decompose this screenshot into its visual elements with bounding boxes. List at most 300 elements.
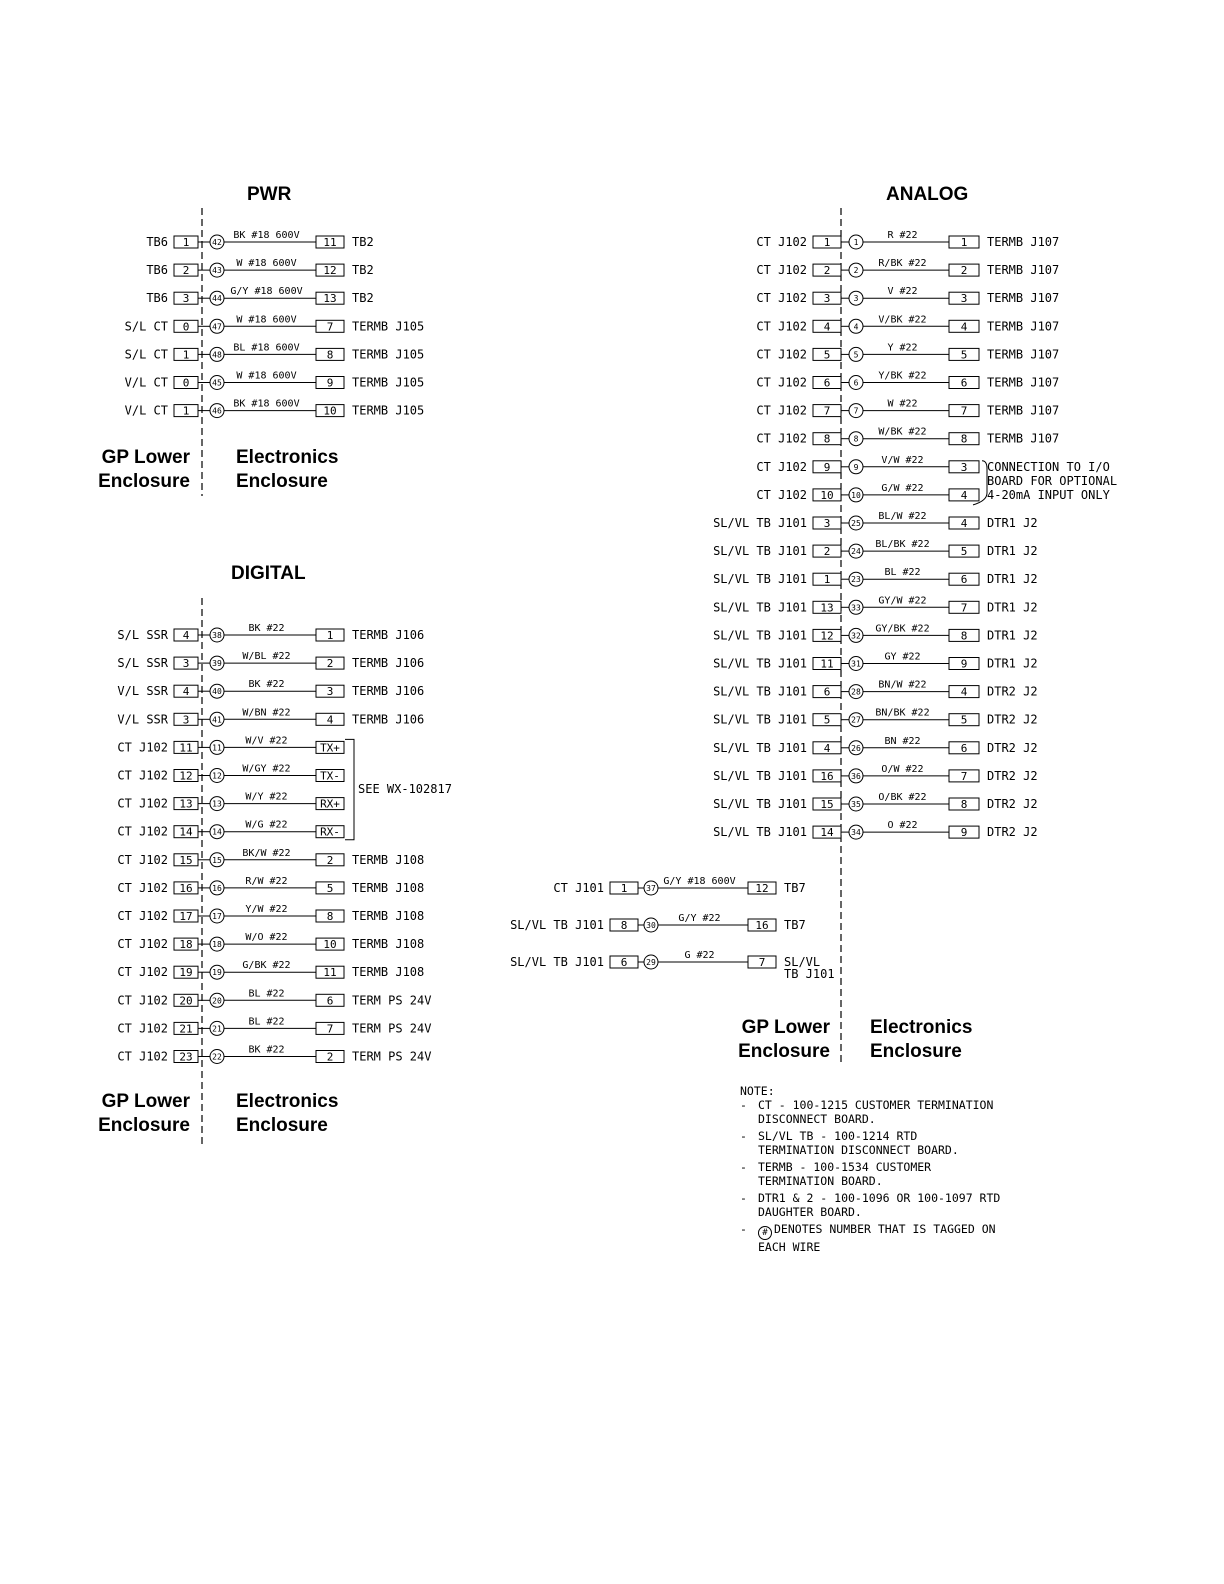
pwr-row-3-source-pin-number: 3 [182,292,190,306]
lower-row-1-source-pin-number: 1 [620,882,628,895]
digital-row-8-source-pin-number: 14 [179,825,193,839]
analog-row-16-wire-tag-number: 31 [851,659,861,669]
analog-row-12-dest-pin-number: 5 [960,545,968,559]
pwr-row-3-dest-label: TB2 [352,291,374,306]
pwr-row-5-wire-gauge-label: BL #18 600V [233,342,300,354]
electronics-line2: Enclosure [236,1115,328,1136]
analog-row-13-source-label: SL/VL TB J101 [713,572,807,587]
digital-row-3-dest-label: TERMB J106 [352,684,425,699]
digital-row-13-dest-pin-number: 11 [323,966,337,980]
note-line: TERMINATION BOARD. [758,1174,883,1188]
analog-row-1-source-label: CT J102 [756,235,807,249]
analog-row-10-source-label: CT J102 [756,487,807,502]
pwr-row-5-dest-pin-number: 8 [326,348,334,362]
analog-row-9-wire-tag-number: 9 [853,462,859,472]
digital-row-10-wire-tag-number: 16 [212,883,222,893]
note-line: DAUGHTER BOARD. [758,1205,862,1219]
lower-row-3-dest-pin-number: 7 [758,956,766,969]
analog-row-16-dest-pin-number: 9 [960,657,968,671]
analog-row-20-dest-label: DTR2 J2 [987,768,1038,783]
digital-row-9-source-label: CT J102 [117,852,168,867]
lower-row-1-source-label: CT J101 [553,881,604,895]
digital-row-8-wire-gauge-label: W/G #22 [245,819,288,831]
digital-row-16-source-pin-number: 23 [179,1050,193,1064]
analog-row-16-source-label: SL/VL TB J101 [713,656,807,671]
analog-row-5-wire-gauge-label: Y #22 [887,342,918,354]
digital-row-7-wire-tag-number: 13 [212,799,222,809]
digital-row-2-dest-label: TERMB J106 [352,656,425,671]
digital-row-1-source-pin-number: 4 [182,629,190,642]
analog-row-8-dest-label: TERMB J107 [987,431,1060,446]
analog-row-8-source-label: CT J102 [756,431,807,446]
analog-row-6-wire-tag-number: 6 [853,378,859,388]
analog-row-7-wire-gauge-label: W #22 [887,398,918,410]
analog-row-11-wire-gauge-label: BL/W #22 [878,511,927,522]
digital-gp-lower-enclosure-label [90,1090,190,1138]
analog-row-19-dest-pin-number: 6 [960,741,968,755]
electronics-line1: Electronics [870,1017,973,1038]
analog-row-9-source-pin-number: 9 [823,460,831,474]
analog-row-13-wire-gauge-label: BL #22 [884,567,921,579]
digital-row-15-source-pin-number: 21 [179,1022,193,1036]
gp-lower-line2: Enclosure [738,1041,830,1062]
analog-row-5-dest-label: TERMB J107 [987,347,1060,362]
digital-row-14-source-pin-number: 20 [179,994,193,1008]
digital-row-4-wire-tag-number: 41 [212,715,222,725]
analog-row-20-wire-gauge-label: O/W #22 [881,763,924,775]
pwr-row-6-wire-gauge-label: W #18 600V [236,370,297,382]
analog-optional-input-note-line: BOARD FOR OPTIONAL [987,474,1118,488]
digital-row-9-source-pin-number: 15 [179,853,193,867]
pwr-row-1-dest-label: TB2 [352,235,374,249]
electronics-line1: Electronics [236,447,339,468]
digital-row-16-wire-tag-number: 22 [212,1052,222,1062]
lower-row-3-dest-label: SL/VL [784,955,821,969]
digital-row-1-wire-tag-number: 38 [212,631,222,640]
digital-row-3-wire-tag-number: 40 [212,687,222,697]
gp-lower-line1: GP Lower [101,1091,190,1112]
digital-row-13-source-pin-number: 19 [179,966,193,980]
analog-row-3-dest-label: TERMB J107 [987,291,1060,306]
analog-row-18-wire-gauge-label: BN/BK #22 [875,707,930,719]
pwr-row-2-wire-tag-number: 43 [212,266,222,276]
digital-row-15-dest-pin-number: 7 [326,1022,334,1036]
pwr-row-6-wire-tag-number: 45 [212,378,222,388]
lower-row-2-wire-gauge-label: G/Y #22 [678,913,721,924]
analog-row-16-wire-gauge-label: GY #22 [884,651,921,663]
digital-row-1-source-label: S/L SSR [117,628,168,642]
pwr-row-2-source-pin-number: 2 [182,264,190,278]
analog-row-4-source-label: CT J102 [756,319,807,334]
digital-row-13-wire-gauge-label: G/BK #22 [242,960,291,972]
digital-row-5-wire-gauge-label: W/V #22 [245,735,288,747]
digital-row-6-source-pin-number: 12 [179,769,193,783]
analog-row-16-source-pin-number: 11 [820,657,834,671]
analog-row-10-wire-tag-number: 10 [851,490,861,500]
analog-gp-lower-enclosure-label [720,1016,830,1064]
analog-row-2-wire-tag-number: 2 [853,266,859,276]
analog-row-19-dest-label: DTR2 J2 [987,740,1038,755]
analog-row-8-source-pin-number: 8 [823,432,831,446]
digital-row-7-wire-gauge-label: W/Y #22 [245,791,288,803]
pwr-electronics-enclosure-label [236,446,338,494]
analog-row-4-wire-gauge-label: V/BK #22 [878,314,927,326]
digital-row-7-source-label: CT J102 [117,796,168,811]
note-dash: - [740,1160,747,1174]
lower-row-3-wire-tag-number: 29 [646,958,656,967]
analog-row-18-dest-pin-number: 5 [960,713,968,727]
analog-row-11-dest-pin-number: 4 [960,517,968,530]
digital-row-2-wire-gauge-label: W/BL #22 [242,651,291,663]
analog-row-10-dest-pin-number: 4 [960,488,968,502]
note-dash: - [740,1191,747,1205]
analog-row-3-wire-tag-number: 3 [853,294,859,304]
pwr-row-3-source-label: TB6 [146,291,168,306]
pwr-row-4-source-label: S/L CT [124,319,168,334]
gp-lower-line1: GP Lower [101,447,190,468]
analog-row-7-source-pin-number: 7 [823,404,831,418]
pwr-row-5-wire-tag-number: 48 [212,350,222,360]
analog-row-17-dest-label: DTR2 J2 [987,684,1038,699]
lower-row-2-dest-label: TB7 [784,918,806,932]
digital-row-8-wire-tag-number: 14 [212,827,222,837]
analog-row-7-wire-tag-number: 7 [853,406,859,416]
digital-row-6-wire-tag-number: 12 [212,771,222,781]
analog-row-2-dest-label: TERMB J107 [987,263,1060,278]
digital-row-13-wire-tag-number: 19 [212,968,222,978]
lower-row-3-source-label: SL/VL TB J101 [510,955,604,969]
pwr-row-4-dest-pin-number: 7 [326,320,334,334]
analog-electronics-enclosure-label [870,1016,972,1064]
note-dash: - [740,1129,747,1143]
analog-row-17-dest-pin-number: 4 [960,685,968,699]
analog-row-1-wire-tag-number: 1 [853,238,859,247]
pwr-row-2-dest-pin-number: 12 [323,264,337,278]
analog-row-14-dest-label: DTR1 J2 [987,600,1038,615]
analog-row-14-source-label: SL/VL TB J101 [713,600,807,615]
digital-row-9-dest-label: TERMB J108 [352,852,425,867]
digital-row-2-source-label: S/L SSR [117,656,168,671]
digital-row-11-dest-pin-number: 8 [326,910,334,923]
lower-row-2-dest-pin-number: 16 [755,919,769,932]
digital-row-1-wire-gauge-label: BK #22 [248,623,285,634]
electronics-line2: Enclosure [870,1041,962,1062]
analog-row-21-dest-label: DTR2 J2 [987,797,1038,811]
pwr-row-6-source-pin-number: 0 [182,376,190,390]
pwr-row-7-wire-tag-number: 46 [212,406,222,416]
pwr-row-2-wire-gauge-label: W #18 600V [236,258,297,270]
note-line: TERMINATION DISCONNECT BOARD. [758,1143,959,1157]
analog-row-14-dest-pin-number: 7 [960,601,968,615]
gp-lower-line2: Enclosure [98,471,190,492]
digital-row-13-source-label: CT J102 [117,965,168,980]
digital-row-14-dest-label: TERM PS 24V [352,993,432,1008]
analog-optional-input-note-line: CONNECTION TO I/O [987,460,1110,474]
lower-row-2-source-pin-number: 8 [620,919,628,932]
analog-row-8-wire-gauge-label: W/BK #22 [878,426,927,438]
digital-row-5-wire-tag-number: 11 [212,743,222,753]
analog-row-15-source-pin-number: 12 [820,629,834,643]
digital-row-12-dest-label: TERMB J108 [352,937,425,952]
digital-row-10-source-label: CT J102 [117,880,168,895]
analog-row-15-source-label: SL/VL TB J101 [713,628,807,643]
digital-section-title: DIGITAL [231,563,306,584]
digital-row-10-dest-pin-number: 5 [326,881,334,895]
analog-row-7-source-label: CT J102 [756,403,807,418]
digital-row-14-wire-tag-number: 20 [212,996,222,1006]
lower-row-3-dest-label-2: TB J101 [784,967,835,981]
digital-row-14-dest-pin-number: 6 [326,994,334,1008]
digital-row-15-source-label: CT J102 [117,1021,168,1036]
analog-row-1-wire-gauge-label: R #22 [887,230,918,241]
pwr-row-3-wire-gauge-label: G/Y #18 600V [230,286,303,298]
analog-row-6-source-label: CT J102 [756,375,807,390]
analog-row-6-dest-pin-number: 6 [960,376,968,390]
pwr-row-1-source-pin-number: 1 [182,236,190,249]
digital-row-8-source-label: CT J102 [117,824,168,839]
analog-row-8-wire-tag-number: 8 [853,434,859,444]
analog-row-1-dest-pin-number: 1 [960,236,968,249]
note-item-ct [740,1098,1070,1126]
analog-row-22-wire-tag-number: 34 [851,828,861,838]
digital-row-11-wire-gauge-label: Y/W #22 [245,904,288,915]
analog-row-21-wire-tag-number: 35 [851,800,861,809]
note-line: DISCONNECT BOARD. [758,1112,876,1126]
analog-row-1-dest-label: TERMB J107 [987,235,1060,249]
note-item-tag-symbol [740,1222,1070,1254]
digital-row-3-source-pin-number: 4 [182,685,190,699]
digital-row-13-dest-label: TERMB J108 [352,965,425,980]
digital-row-16-wire-gauge-label: BK #22 [248,1044,285,1056]
pwr-row-7-source-pin-number: 1 [182,404,190,418]
analog-row-11-source-pin-number: 3 [823,517,831,530]
lower-row-1-dest-pin-number: 12 [755,882,769,895]
analog-row-5-dest-pin-number: 5 [960,348,968,362]
lower-row-1-wire-tag-number: 37 [646,884,656,893]
electronics-line2: Enclosure [236,471,328,492]
analog-row-10-wire-gauge-label: G/W #22 [881,482,924,494]
digital-row-7-dest-pin-number: RX+ [320,797,340,811]
analog-row-3-source-pin-number: 3 [823,292,831,306]
digital-row-15-dest-label: TERM PS 24V [352,1021,432,1036]
digital-electronics-enclosure-label [236,1090,338,1138]
analog-row-22-dest-pin-number: 9 [960,826,968,840]
analog-row-2-dest-pin-number: 2 [960,264,968,278]
digital-row-11-source-label: CT J102 [117,909,168,923]
analog-row-10-source-pin-number: 10 [820,488,834,502]
digital-see-reference-note: SEE WX-102817 [358,782,452,796]
digital-row-11-source-pin-number: 17 [179,910,193,923]
analog-optional-input-note-line: 4-20mA INPUT ONLY [987,488,1110,502]
analog-row-11-dest-label: DTR1 J2 [987,516,1038,530]
digital-row-6-source-label: CT J102 [117,768,168,783]
digital-row-11-dest-label: TERMB J108 [352,909,425,923]
analog-row-17-source-label: SL/VL TB J101 [713,684,807,699]
analog-row-5-wire-tag-number: 5 [853,350,859,360]
note-item-termb [740,1160,1070,1188]
pwr-row-7-source-label: V/L CT [124,403,168,418]
pwr-row-7-dest-pin-number: 10 [323,404,337,418]
analog-section-title: ANALOG [886,184,969,205]
pwr-row-5-dest-label: TERMB J105 [352,347,425,362]
analog-row-19-wire-tag-number: 26 [851,743,861,753]
analog-row-18-wire-tag-number: 27 [851,715,861,725]
notes-block [740,1084,1070,1257]
lower-row-1-dest-label: TB7 [784,881,806,895]
pwr-row-7-dest-label: TERMB J105 [352,403,425,418]
pwr-row-7-wire-gauge-label: BK #18 600V [233,398,300,410]
note-dash: - [740,1222,747,1236]
analog-row-16-dest-label: DTR1 J2 [987,656,1038,671]
analog-row-20-dest-pin-number: 7 [960,769,968,783]
digital-row-10-source-pin-number: 16 [179,881,193,895]
gp-lower-line1: GP Lower [741,1017,830,1038]
tag-symbol-text: DENOTES NUMBER THAT IS TAGGED ON [774,1222,996,1236]
pwr-row-1-wire-gauge-label: BK #18 600V [233,230,300,241]
analog-row-1-source-pin-number: 1 [823,236,831,249]
analog-row-22-dest-label: DTR2 J2 [987,825,1038,840]
digital-row-4-source-label: V/L SSR [117,712,168,727]
analog-row-21-wire-gauge-label: O/BK #22 [878,792,927,803]
digital-row-3-source-label: V/L SSR [117,684,168,699]
analog-row-5-source-pin-number: 5 [823,348,831,362]
lower-row-3-wire-gauge-label: G #22 [684,950,715,961]
analog-row-20-wire-tag-number: 36 [851,771,861,781]
pwr-row-6-source-label: V/L CT [124,375,168,390]
analog-row-4-dest-pin-number: 4 [960,320,968,334]
analog-row-9-wire-gauge-label: V/W #22 [881,454,924,466]
digital-row-4-dest-label: TERMB J106 [352,712,425,727]
gp-lower-line2: Enclosure [98,1115,190,1136]
analog-row-19-wire-gauge-label: BN #22 [884,735,921,747]
digital-row-4-source-pin-number: 3 [182,713,190,727]
analog-row-22-source-pin-number: 14 [820,826,834,840]
pwr-row-6-dest-label: TERMB J105 [352,375,425,390]
analog-row-15-dest-pin-number: 8 [960,629,968,643]
digital-row-12-dest-pin-number: 10 [323,938,337,952]
digital-row-4-wire-gauge-label: W/BN #22 [242,707,291,719]
analog-row-9-source-label: CT J102 [756,459,807,474]
analog-row-22-wire-gauge-label: O #22 [887,820,918,832]
pwr-row-6-dest-pin-number: 9 [326,376,334,390]
pwr-gp-lower-enclosure-label [90,446,190,494]
digital-row-16-source-label: CT J102 [117,1049,168,1064]
digital-row-12-wire-gauge-label: W/O #22 [245,932,288,944]
analog-row-4-source-pin-number: 4 [823,320,831,334]
analog-row-6-dest-label: TERMB J107 [987,375,1060,390]
analog-row-15-wire-tag-number: 32 [851,631,861,641]
pwr-row-1-dest-pin-number: 11 [323,236,337,249]
pwr-row-4-source-pin-number: 0 [182,320,190,334]
digital-row-6-dest-pin-number: TX- [320,769,340,783]
analog-row-20-source-pin-number: 16 [820,769,834,783]
analog-row-12-wire-tag-number: 24 [851,547,861,557]
analog-row-12-dest-label: DTR1 J2 [987,544,1038,559]
analog-row-12-source-label: SL/VL TB J101 [713,544,807,559]
pwr-row-5-source-label: S/L CT [124,347,168,362]
analog-row-21-source-pin-number: 15 [820,798,834,811]
note-item-dtr [740,1191,1070,1219]
analog-row-12-source-pin-number: 2 [823,545,831,559]
pwr-row-1-wire-tag-number: 42 [212,238,222,247]
note-line: CT - 100-1215 CUSTOMER TERMINATION [758,1098,994,1112]
analog-row-5-source-label: CT J102 [756,347,807,362]
lower-row-1-wire-gauge-label: G/Y #18 600V [663,876,736,887]
analog-row-20-source-label: SL/VL TB J101 [713,768,807,783]
analog-row-12-wire-gauge-label: BL/BK #22 [875,539,930,551]
analog-row-22-source-label: SL/VL TB J101 [713,825,807,840]
pwr-row-3-wire-tag-number: 44 [212,294,222,304]
digital-row-9-wire-gauge-label: BK/W #22 [242,847,291,859]
digital-row-8-dest-pin-number: RX- [320,825,340,839]
digital-row-15-wire-gauge-label: BL #22 [248,1016,285,1028]
digital-row-5-source-label: CT J102 [117,740,168,755]
digital-row-1-dest-pin-number: 1 [326,629,334,642]
analog-row-3-wire-gauge-label: V #22 [887,286,918,298]
digital-row-4-dest-pin-number: 4 [326,713,334,727]
note-dash: - [740,1098,747,1112]
digital-row-3-dest-pin-number: 3 [326,685,334,699]
analog-row-11-source-label: SL/VL TB J101 [713,516,807,530]
analog-row-7-dest-pin-number: 7 [960,404,968,418]
analog-row-18-source-label: SL/VL TB J101 [713,712,807,727]
electronics-line1: Electronics [236,1091,339,1112]
analog-row-14-wire-tag-number: 33 [851,603,861,613]
analog-row-17-wire-tag-number: 28 [851,687,861,697]
lower-row-2-wire-tag-number: 30 [646,921,656,930]
pwr-row-5-source-pin-number: 1 [182,348,190,362]
digital-serial-bracket [345,739,354,839]
pwr-row-4-dest-label: TERMB J105 [352,319,425,334]
analog-row-2-source-label: CT J102 [756,263,807,278]
analog-row-9-dest-pin-number: 3 [960,460,968,474]
analog-row-15-dest-label: DTR1 J2 [987,628,1038,643]
pwr-section-title: PWR [247,184,292,205]
digital-row-11-wire-tag-number: 17 [212,912,222,921]
digital-row-12-source-pin-number: 18 [179,938,193,952]
pwr-row-3-dest-pin-number: 13 [323,292,337,306]
digital-row-14-wire-gauge-label: BL #22 [248,988,285,1000]
digital-row-2-dest-pin-number: 2 [326,657,334,671]
digital-row-7-source-pin-number: 13 [179,797,193,811]
digital-row-15-wire-tag-number: 21 [212,1024,222,1034]
note-line: EACH WIRE [758,1240,821,1254]
analog-row-18-dest-label: DTR2 J2 [987,712,1038,727]
digital-row-3-wire-gauge-label: BK #22 [248,679,285,691]
pwr-row-2-source-label: TB6 [146,263,168,278]
digital-row-14-source-label: CT J102 [117,993,168,1008]
pwr-row-2-dest-label: TB2 [352,263,374,278]
analog-row-2-wire-gauge-label: R/BK #22 [878,258,927,270]
analog-row-2-source-pin-number: 2 [823,264,831,278]
analog-row-14-wire-gauge-label: GY/W #22 [878,595,927,607]
analog-row-17-source-pin-number: 6 [823,685,831,699]
digital-row-2-source-pin-number: 3 [182,657,190,671]
analog-row-15-wire-gauge-label: GY/BK #22 [875,623,930,635]
analog-row-8-dest-pin-number: 8 [960,432,968,446]
analog-row-4-dest-label: TERMB J107 [987,319,1060,334]
analog-row-19-source-pin-number: 4 [823,741,831,755]
analog-row-6-source-pin-number: 6 [823,376,831,390]
digital-row-9-dest-pin-number: 2 [326,853,334,867]
analog-row-11-wire-tag-number: 25 [851,519,861,528]
digital-row-12-wire-tag-number: 18 [212,940,222,950]
note-line: DTR1 & 2 - 100-1096 OR 100-1097 RTD [758,1191,1001,1205]
analog-row-7-dest-label: TERMB J107 [987,403,1060,418]
analog-row-21-source-label: SL/VL TB J101 [713,797,807,811]
digital-row-16-dest-label: TERM PS 24V [352,1049,432,1064]
analog-row-3-dest-pin-number: 3 [960,292,968,306]
